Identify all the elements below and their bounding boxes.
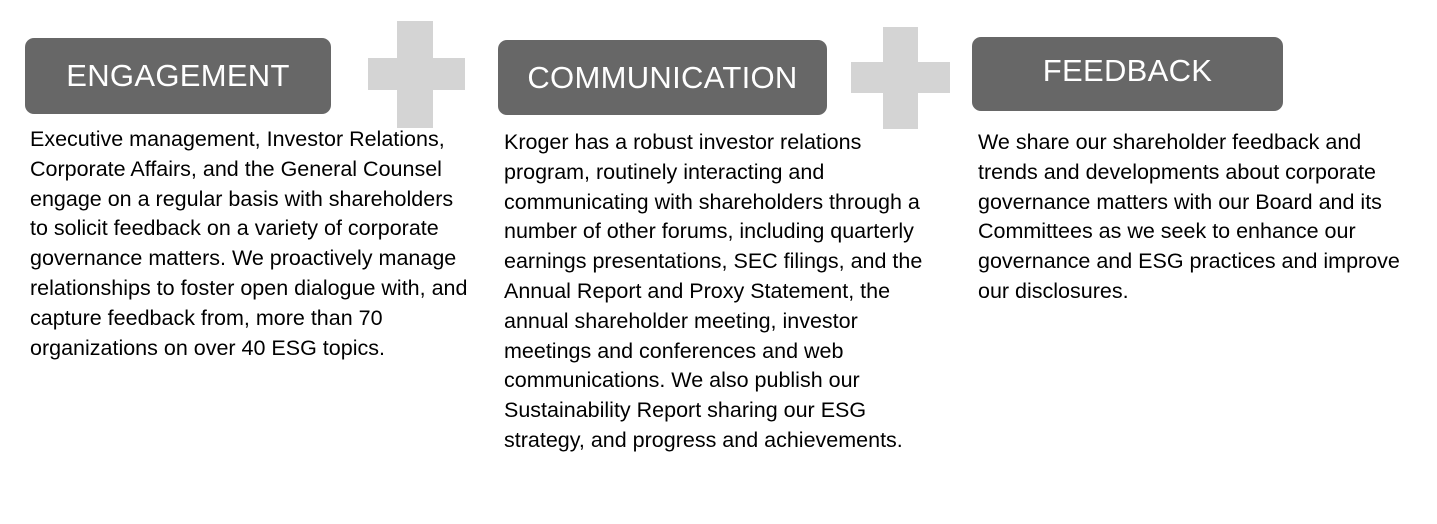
plus-horizontal-bar: [851, 62, 950, 93]
plus-icon: [851, 27, 950, 129]
communication-title: COMMUNICATION: [527, 59, 798, 95]
plus-icon: [368, 21, 465, 128]
communication-description: Kroger has a robust investor relations program, routinely interacting and communicating with shareholders through a number of other forums, including quarterly earnings presentations, SEC filings, and the Annual Report and Proxy Statement, the annual shareholder meeting, investor meetings and conferences and web communications. We also publish our Sustainability Report sharing our ESG strategy, and progress and achievements.: [504, 130, 923, 452]
engagement-description: Executive management, Investor Relations, Corporate Affairs, and the General Counsel engage on a regular basis with shareholders to solicit feedback on a variety of corporate governance matters. We proactively manage relationships to foster open dialogue with, and capture feedback from, more than 70 organizations on over 40 ESG topics.: [30, 127, 468, 360]
communication-box: [498, 40, 827, 115]
feedback-box: [972, 37, 1283, 111]
engagement-box: [25, 38, 331, 114]
engagement-title: ENGAGEMENT: [66, 58, 290, 93]
feedback-description: We share our shareholder feedback and trends and developments about corporate governance matters with our Board and its Committees as we seek to enhance our governance and ESG practices and improve our disclosures.: [978, 130, 1400, 303]
plus-horizontal-bar: [368, 58, 465, 90]
feedback-title: FEEDBACK: [1042, 53, 1213, 88]
